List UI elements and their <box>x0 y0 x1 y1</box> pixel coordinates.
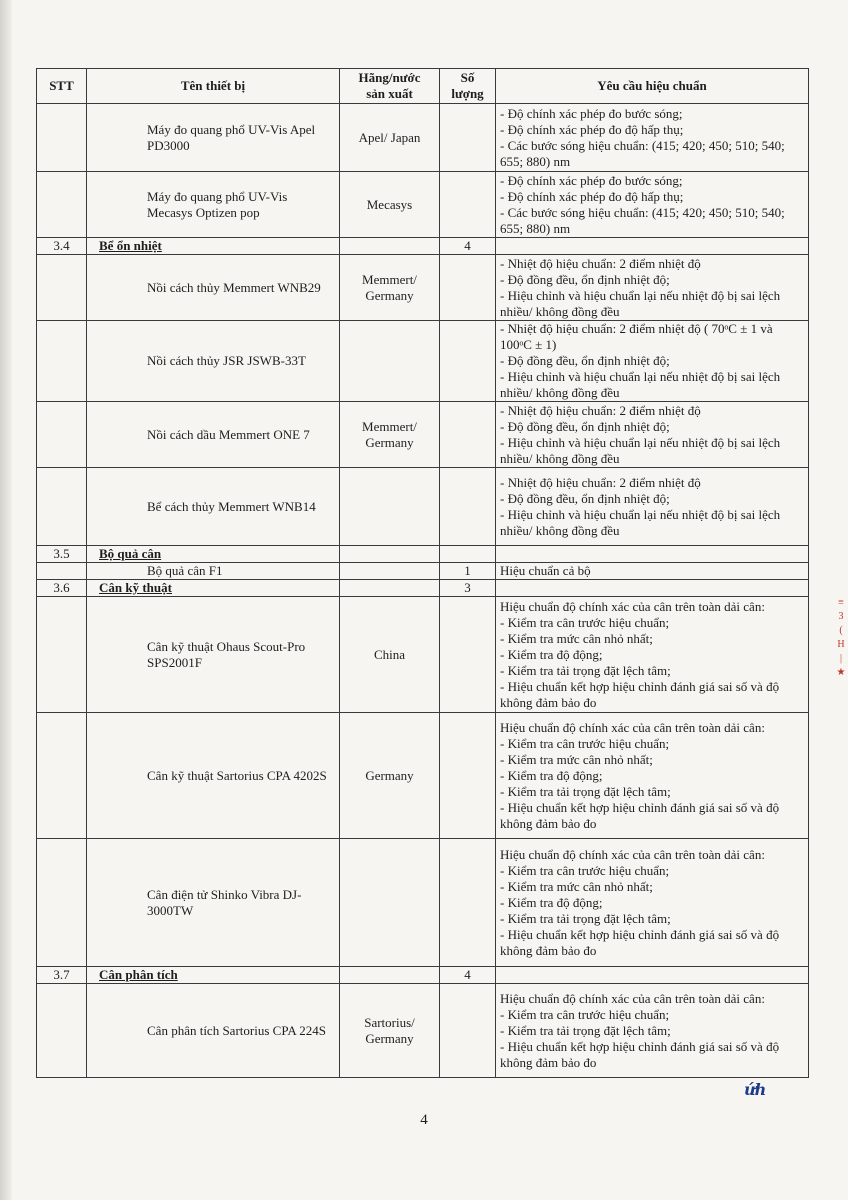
cell-manufacturer: Memmert/ Germany <box>340 255 440 321</box>
table-row <box>37 468 809 546</box>
cell-stt <box>37 713 87 839</box>
cell-equipment-name: Bộ quả cân F1 <box>87 563 340 580</box>
cell-equipment-name: Cân kỹ thuật <box>87 580 340 597</box>
cell-manufacturer: Memmert/ Germany <box>340 402 440 468</box>
page-number: 4 <box>420 1112 428 1128</box>
cell-stt: 3.6 <box>37 580 87 597</box>
cell-quantity: 3 <box>440 580 496 597</box>
header-equipment-name: Tên thiết bị <box>87 69 340 104</box>
cell-quantity <box>440 255 496 321</box>
cell-requirements: Hiệu chuẩn độ chính xác của cân trên toàn dải cân: - Kiểm tra cân trước hiệu chuẩn; - Kiểm tra tải trọng đặt lệch tâm; - Hiệu chuẩn kết hợp hiệu chỉnh đánh giá sai số và độ không đảm bảo đo <box>496 984 809 1078</box>
table-row <box>37 402 809 468</box>
cell-quantity <box>440 172 496 238</box>
table-row <box>37 984 809 1078</box>
cell-stt <box>37 255 87 321</box>
cell-manufacturer <box>340 321 440 402</box>
cell-requirements: - Nhiệt độ hiệu chuẩn: 2 điểm nhiệt độ ( 70ᵒC ± 1 và 100ᵒC ± 1) - Độ đồng đều, ổn định nhiệt độ; - Hiệu chỉnh và hiệu chuẩn lại nếu nhiệt độ bị sai lệch nhiều/ không đồng đều <box>496 321 809 402</box>
cell-requirements <box>496 546 809 563</box>
cell-requirements <box>496 238 809 255</box>
cell-quantity <box>440 839 496 967</box>
cell-requirements: Hiệu chuẩn độ chính xác của cân trên toàn dải cân: - Kiểm tra cân trước hiệu chuẩn; - Kiểm tra mức cân nhỏ nhất; - Kiểm tra độ động; - Kiểm tra tải trọng đặt lệch tâm; - Hiệu chuẩn kết hợp hiệu chỉnh đánh giá sai số và độ không đảm bảo đo <box>496 839 809 967</box>
cell-requirements: - Nhiệt độ hiệu chuẩn: 2 điểm nhiệt độ - Độ đồng đều, ổn định nhiệt độ; - Hiệu chỉnh và hiệu chuẩn lại nếu nhiệt độ bị sai lệch nhiều/ không đồng đều <box>496 402 809 468</box>
cell-stt <box>37 468 87 546</box>
section-row <box>37 546 809 563</box>
cell-equipment-name: Cân điện tử Shinko Vibra DJ-3000TW <box>87 839 340 967</box>
table-row <box>37 321 809 402</box>
cell-manufacturer <box>340 468 440 546</box>
cell-equipment-name: Nồi cách thủy Memmert WNB29 <box>87 255 340 321</box>
cell-manufacturer: Sartorius/ Germany <box>340 984 440 1078</box>
cell-quantity <box>440 546 496 563</box>
table-row <box>37 713 809 839</box>
cell-equipment-name: Cân kỹ thuật Sartorius CPA 4202S <box>87 713 340 839</box>
calibration-equipment-table <box>36 68 809 1078</box>
cell-equipment-name: Máy đo quang phổ UV-Vis Mecasys Optizen pop <box>87 172 340 238</box>
cell-equipment-name: Nồi cách dầu Memmert ONE 7 <box>87 402 340 468</box>
cell-requirements: Hiệu chuẩn độ chính xác của cân trên toàn dải cân: - Kiểm tra cân trước hiệu chuẩn; - Kiểm tra mức cân nhỏ nhất; - Kiểm tra độ động; - Kiểm tra tải trọng đặt lệch tâm; - Hiệu chuẩn kết hợp hiệu chỉnh đánh giá sai số và độ không đảm bảo đo <box>496 713 809 839</box>
cell-equipment-name: Cân kỹ thuật Ohaus Scout-Pro SPS2001F <box>87 597 340 713</box>
cell-requirements: Hiệu chuẩn độ chính xác của cân trên toàn dải cân: - Kiểm tra cân trước hiệu chuẩn; - Kiểm tra mức cân nhỏ nhất; - Kiểm tra độ động; - Kiểm tra tải trọng đặt lệch tâm; - Hiệu chuẩn kết hợp hiệu chỉnh đánh giá sai số và độ không đảm bảo đo <box>496 597 809 713</box>
cell-stt <box>37 839 87 967</box>
cell-manufacturer <box>340 563 440 580</box>
header-quantity: Số lượng <box>440 69 496 104</box>
table-row <box>37 563 809 580</box>
cell-requirements: - Độ chính xác phép đo bước sóng; - Độ chính xác phép đo độ hấp thụ; - Các bước sóng hiệu chuẩn: (415; 420; 450; 510; 540; 655; 880) nm <box>496 172 809 238</box>
cell-requirements: Hiệu chuẩn cả bộ <box>496 563 809 580</box>
cell-manufacturer <box>340 839 440 967</box>
cell-quantity <box>440 104 496 172</box>
table-row <box>37 839 809 967</box>
cell-requirements <box>496 967 809 984</box>
table-header-row <box>37 69 809 104</box>
table-row <box>37 104 809 172</box>
cell-manufacturer: China <box>340 597 440 713</box>
cell-stt <box>37 321 87 402</box>
cell-stt: 3.4 <box>37 238 87 255</box>
cell-equipment-name: Bể cách thủy Memmert WNB14 <box>87 468 340 546</box>
cell-stt <box>37 984 87 1078</box>
header-manufacturer: Hãng/nước sản xuất <box>340 69 440 104</box>
cell-requirements: - Nhiệt độ hiệu chuẩn: 2 điểm nhiệt độ - Độ đồng đều, ổn định nhiệt độ; - Hiệu chỉnh và hiệu chuẩn lại nếu nhiệt độ bị sai lệch nhiều/ không đồng đều <box>496 468 809 546</box>
cell-stt <box>37 402 87 468</box>
cell-quantity <box>440 321 496 402</box>
cell-quantity <box>440 984 496 1078</box>
section-row <box>37 580 809 597</box>
cell-quantity <box>440 468 496 546</box>
cell-requirements: - Độ chính xác phép đo bước sóng; - Độ chính xác phép đo độ hấp thụ; - Các bước sóng hiệu chuẩn: (415; 420; 450; 510; 540; 655; 880) nm <box>496 104 809 172</box>
cell-equipment-name: Nồi cách thủy JSR JSWB-33T <box>87 321 340 402</box>
margin-stamp-marks: ≡ 3 ( H | ★ <box>836 597 846 678</box>
section-row <box>37 967 809 984</box>
scan-edge-shadow <box>0 0 12 1200</box>
header-stt: STT <box>37 69 87 104</box>
cell-manufacturer: Germany <box>340 713 440 839</box>
cell-equipment-name: Cân phân tích <box>87 967 340 984</box>
cell-stt: 3.7 <box>37 967 87 984</box>
cell-manufacturer <box>340 580 440 597</box>
cell-quantity: 4 <box>440 967 496 984</box>
cell-stt <box>37 104 87 172</box>
cell-equipment-name: Máy đo quang phổ UV-Vis Apel PD3000 <box>87 104 340 172</box>
header-calibration-requirements: Yêu cầu hiệu chuẩn <box>496 69 809 104</box>
cell-manufacturer <box>340 967 440 984</box>
table-row <box>37 172 809 238</box>
cell-requirements <box>496 580 809 597</box>
table-row <box>37 255 809 321</box>
cell-manufacturer <box>340 546 440 563</box>
cell-stt <box>37 597 87 713</box>
handwritten-initials: ứh <box>744 1080 766 1099</box>
cell-stt: 3.5 <box>37 546 87 563</box>
cell-equipment-name: Bộ quả cân <box>87 546 340 563</box>
cell-manufacturer: Mecasys <box>340 172 440 238</box>
table-row <box>37 597 809 713</box>
cell-requirements: - Nhiệt độ hiệu chuẩn: 2 điểm nhiệt độ - Độ đồng đều, ổn định nhiệt độ; - Hiệu chỉnh và hiệu chuẩn lại nếu nhiệt độ bị sai lệch nhiều/ không đồng đều <box>496 255 809 321</box>
cell-manufacturer: Apel/ Japan <box>340 104 440 172</box>
cell-quantity: 1 <box>440 563 496 580</box>
table-body <box>37 104 809 1078</box>
cell-quantity: 4 <box>440 238 496 255</box>
cell-equipment-name: Cân phân tích Sartorius CPA 224S <box>87 984 340 1078</box>
section-row <box>37 238 809 255</box>
cell-stt <box>37 563 87 580</box>
cell-equipment-name: Bể ổn nhiệt <box>87 238 340 255</box>
cell-quantity <box>440 713 496 839</box>
cell-stt <box>37 172 87 238</box>
cell-quantity <box>440 597 496 713</box>
cell-manufacturer <box>340 238 440 255</box>
cell-quantity <box>440 402 496 468</box>
